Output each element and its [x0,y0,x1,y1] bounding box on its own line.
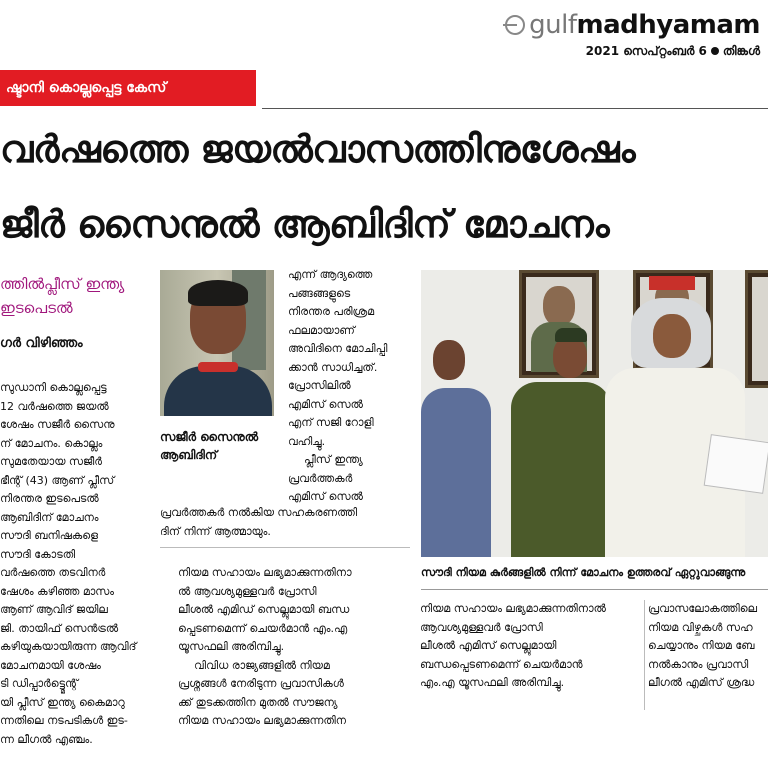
text-line: യൂസഫലി അരിമ്പിച്ചു. [178,640,285,653]
text-line: ചെയ്യാനും നിയമ ബേ [648,639,755,652]
logo-icon [505,15,525,35]
text-line: ക്കാൻ സാധിച്ചത്. [288,360,378,374]
text-line: എമിസ് സെൽ [288,397,363,411]
photo-person-body [164,366,272,416]
bullet-icon [711,47,719,55]
person-1-face [433,340,465,380]
text-line: ഷേശം കഴിഞ്ഞ മാസം [0,584,115,598]
group-photo [421,270,768,557]
text-line: പ്ലീസ് ഇന്ത്യ [304,453,363,466]
body-column-3 [288,266,408,507]
headline-line-1: വർഷത്തെ ജയൽവാസത്തിനുശേഷം [0,127,636,171]
text-line: പ്രവർത്തകർ നൽകിയ സഹകരണത്തി [160,506,358,519]
story-kicker: ഷ്ടാനി കൊല്ലപ്പെട്ട കേസ് [0,70,256,106]
text-line: ലീശൽ എമിസ് സെല്ലുമായി [420,639,557,652]
text-line: ലീഗൽ എമിസ് ശ്രദ്ധ [648,676,755,689]
text-line: എമിസ് സെൽ [288,490,363,503]
portrait-caption [160,428,258,464]
frame-figure-headdress [649,276,695,290]
text-line: ശേഷം സജീർ സൈനു [0,418,115,431]
text-line: ന്ന ലീഗൽ എഞ്ചം. [0,732,93,746]
text-line: നിരന്തര ഇടപെടൽ [0,492,99,505]
text-line: നിയമ സഹായം ലഭ്യമാക്കുന്നതിന [178,714,346,727]
masthead-logo [505,10,760,40]
text-line: സുഡാനി കൊല്ലപ്പെട്ട [0,381,107,394]
body-column-4 [178,564,408,731]
column-divider [644,600,645,710]
text-line: സൗദി കോടതി [0,547,76,561]
frame-figure [543,286,575,326]
text-line: ജി. തായിഫ് സെൻട്രൽ [0,621,119,635]
person-1-body [421,388,491,557]
person-2-face [553,336,587,378]
photo-person-hair [188,280,248,306]
text-line: ന് മോചനം. കൊല്ലം [0,436,103,450]
text-line: അവിദിനെ മോചിപ്പി [288,342,388,355]
text-line: ദിന് നിന്ന് ആത്മായും. [160,524,271,538]
text-line: ടി ഡിപ്പാർട്ട്മെന്റ് [0,677,78,690]
issue-date: 2021 സെപ്റ്റംബർ 6 [585,44,707,58]
issue-day: തിങ്കൾ [722,44,760,58]
text-line: ഫലമായാണ് [288,323,355,337]
text-line: വർഷത്തെ തടവിനർ [0,566,106,579]
text-line: സൗദി ബനിഷകളെ [0,529,98,542]
photo-person-mask [198,362,238,372]
text-line: 12 വർഷത്തെ ജയൽ [0,399,109,413]
text-line: ആണ് ആവിദ് ജയില [0,603,108,616]
text-line: നിയമ സഹായം ലഭ്യമാക്കുന്നതിനാ [178,566,352,579]
text-line: ഭീന്റ് (43) ആണ് പ്ലീസ് [0,473,115,487]
divider [160,547,410,548]
dateline [586,44,760,59]
text-line: യി പ്ലീസ് ഇന്ത്യ കൈമാറു [0,695,125,709]
body-column-1 [0,379,152,749]
text-line: ലീശൽ എമിഡ് സെല്ലുമായി ബന്ധ [178,603,350,616]
person-3-face [653,314,691,358]
deck-line-1: ത്തിൽപ്ലീസ് ഇന്ത്യ [0,275,125,293]
text-line: ആവശ്യമുള്ളവർ പ്രോസി [420,620,543,634]
text-line: ന്നതിലെ നടപടികൾ ഇട- [0,714,128,727]
person-2-cap [555,328,587,342]
text-line: എന്ന് ആദ്യത്തെ [288,268,373,281]
deck-line-2: ഇടപെടൽ [0,299,73,317]
brand-bold: madhyamam [576,10,760,40]
text-line: ൽ ആവശ്യമുള്ളവർ പ്രോസി [178,584,317,598]
divider [262,108,768,109]
text-line: ആബിദിന് മോചനം [0,510,99,524]
group-photo-caption: സൗദി നിയമ കുർങ്ങളിൽ നിന്ന് മോചനം ഉത്തരവ് ഏറ്റുവാങ്ങുന്നു [421,566,746,579]
text-line: നൽകാനും പ്രവാസി [648,657,749,671]
body-column-6 [648,600,768,693]
body-column-3-continued [160,504,410,541]
text-line: വഹിച്ചു. [288,434,326,448]
text-line: പ്രശ്നങ്ങൾ നേരിടുന്ന പ്രവാസികൾ [178,677,344,690]
text-line: പ്രോസിലിൽ [288,379,351,392]
divider [421,589,768,590]
text-line: മോചനമായി ശേഷം [0,658,101,672]
text-line: എന് സജി റോളി [288,416,374,429]
person-2-body [511,382,611,557]
text-line: പങ്ങങ്ങളുടെ [288,286,351,300]
caption-line: സജീർ സൈനുൽ [160,430,259,444]
text-line: നിയമ വിഴ്ചകൾ സഹ [648,620,753,634]
brand-light: gulf [529,10,577,40]
portrait-photo [160,270,274,416]
text-line: പ്രവാസലോകത്തിലെ [648,602,758,615]
text-line: വിവിധ രാജ്യങ്ങളിൽ നിയമ [194,658,330,672]
text-line: കഴിയുകയായിരുന്ന ആവിദ് [0,640,137,653]
caption-line: ആബിദിന് [160,448,218,462]
text-line: നിരന്തര പരിശ്രമ [288,305,375,318]
portrait-frame [745,270,768,388]
text-line: പ്പെടണമെന്ന് ചെയർമാൻ എം.എ [178,621,348,635]
text-line: സുമതേയായ സജീർ [0,455,102,468]
text-line: പ്രവർത്തകർ [288,471,353,485]
text-line: ബന്ധപ്പെടണമെന്ന് ചെയർമാൻ [420,657,583,671]
text-line: നിയമ സഹായം ലഭ്യമാക്കുന്നതിനാൽ [420,602,606,615]
text-line: ക്ക് തുടക്കത്തിന മുതൽ സൗജന്യ [178,695,338,709]
text-line: എം.എ യൂസഫലി അരിമ്പിച്ചു. [420,676,565,689]
byline: ഗർ വിഴിഞ്ഞം [0,336,83,351]
headline-line-2: ജീർ സൈനുൽ ആബിദിന് മോചനം [0,202,610,246]
body-column-5 [420,600,645,693]
certificate [704,434,768,494]
